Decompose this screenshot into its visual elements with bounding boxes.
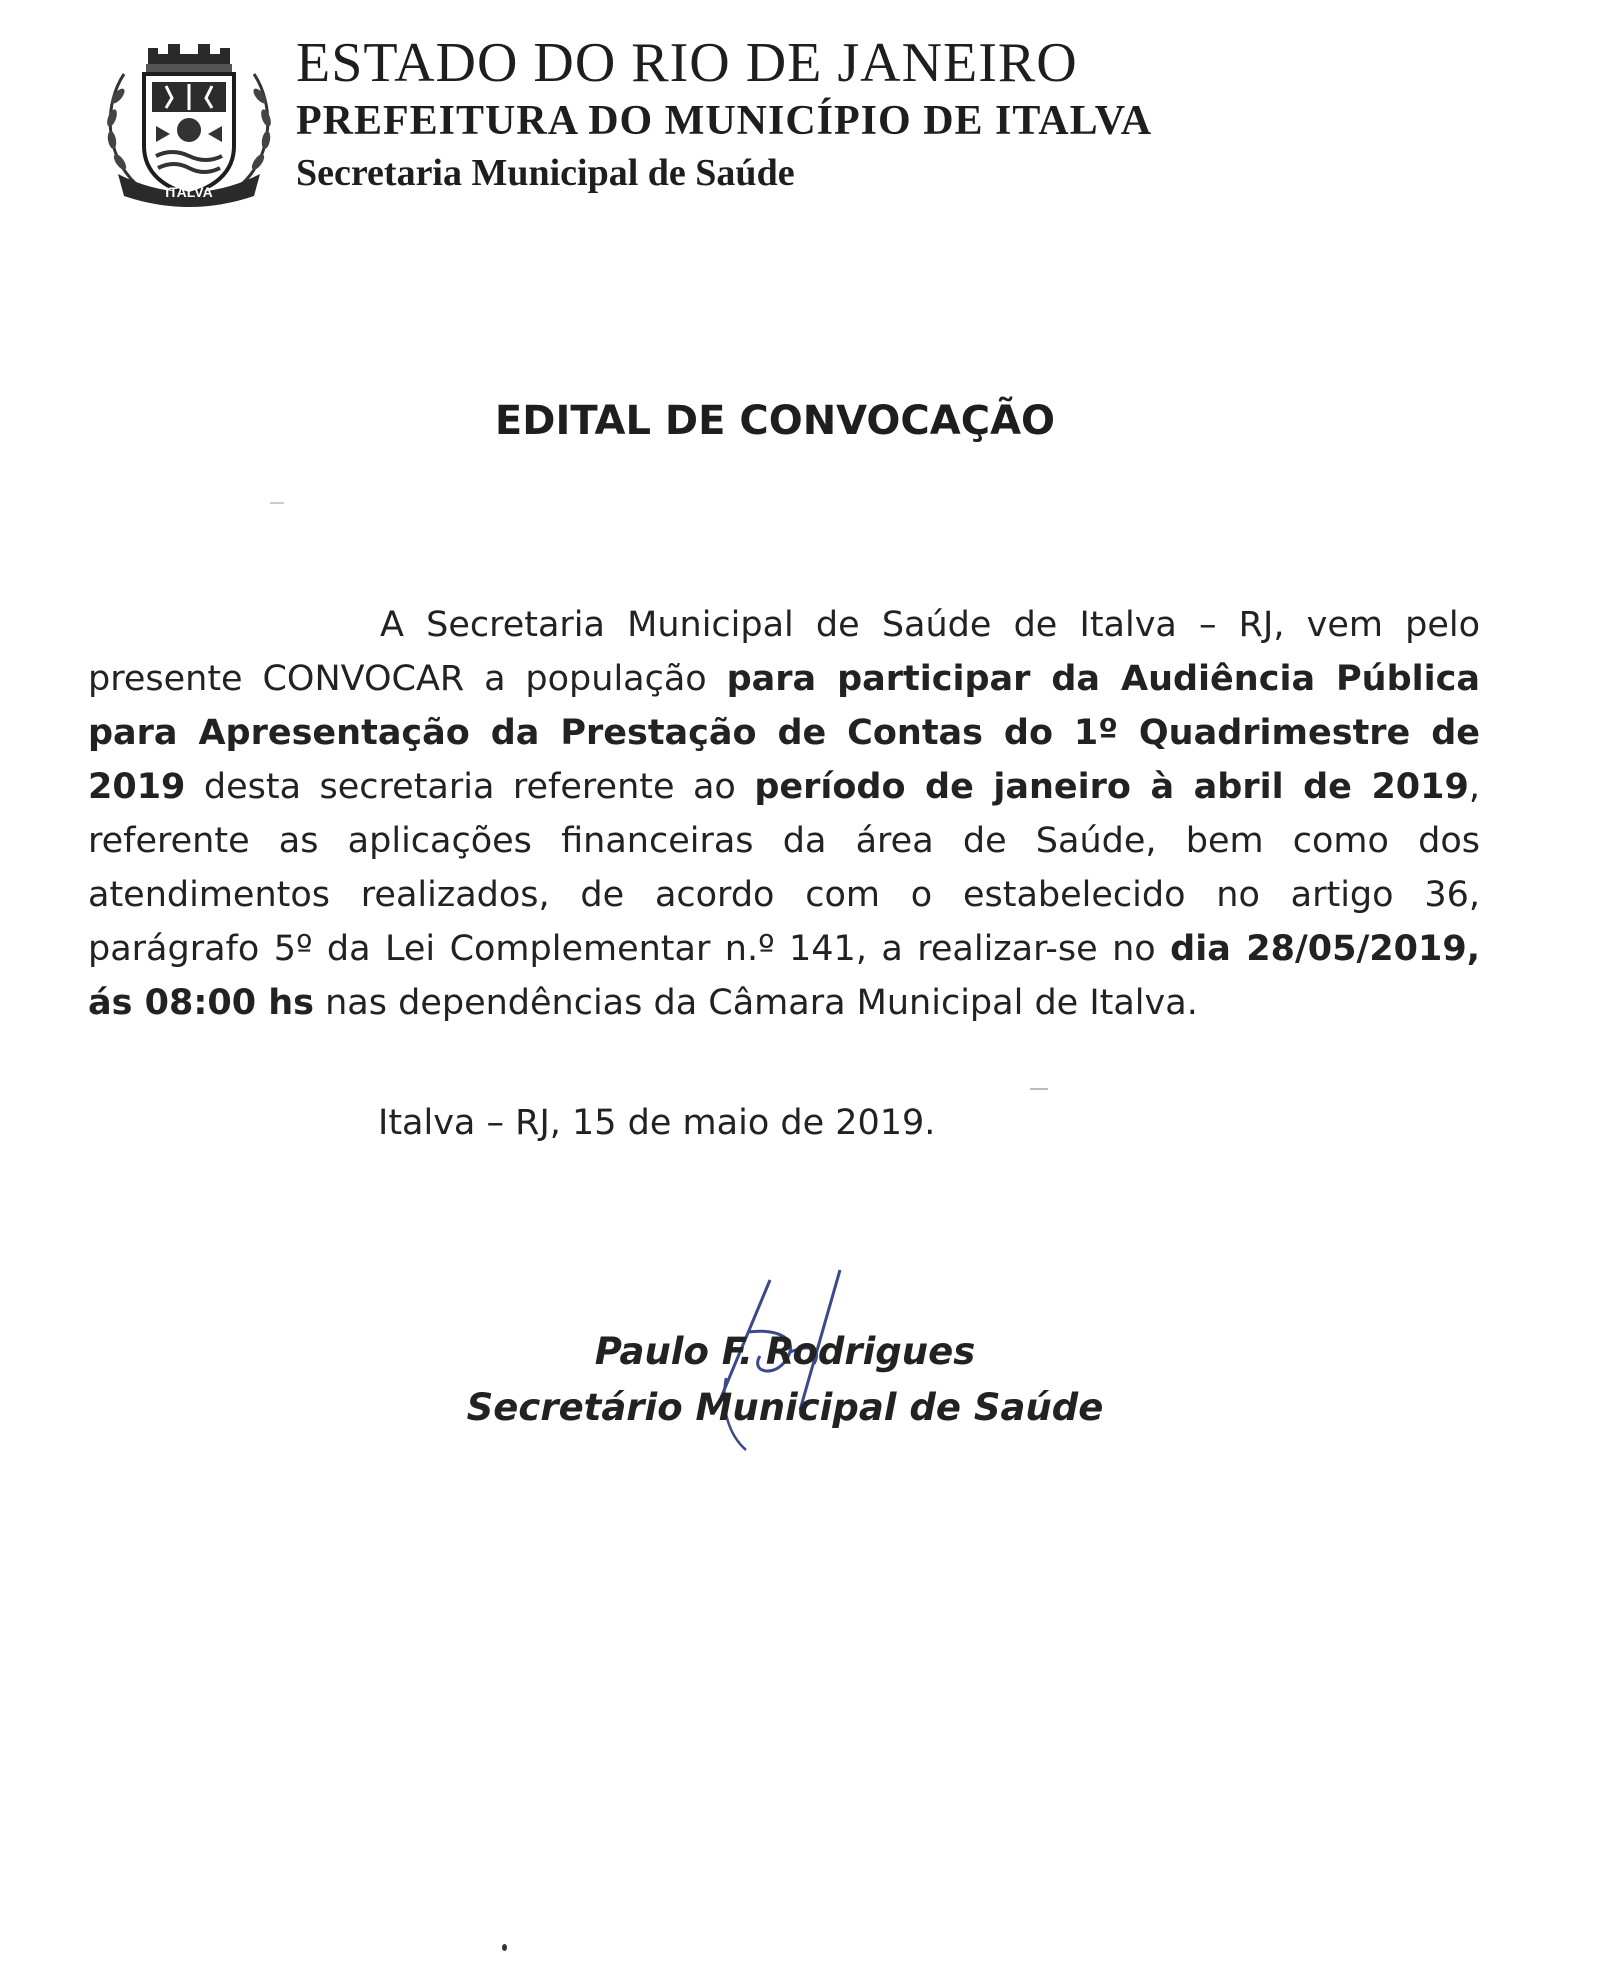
body-text-emphasis: dia 28/05/2019, ás 08:00 hs [88, 929, 1480, 1023]
scan-speck [1030, 1088, 1048, 1090]
body-text-run: , referente as aplicações financeiras da área de Saúde, bem como dos atendimentos realizados, de acordo com o estabelecido no artigo 36, parágrafo 5º da Lei Complementar n.º 141, a realizar-se no [88, 767, 1480, 969]
svg-text:ITALVA: ITALVA [165, 184, 213, 200]
prefeitura-name: PREFEITURA DO MUNICÍPIO DE ITALVA [296, 98, 1153, 144]
body-text-run: desta secretaria referente ao [185, 767, 755, 807]
signature-block [0, 1324, 1570, 1436]
body-paragraph [88, 598, 1480, 1030]
signatory-name: Paulo F. Rodrigues [594, 1330, 976, 1373]
municipal-crest-icon [96, 34, 282, 210]
place-date: Italva – RJ, 15 de maio de 2019. [378, 1103, 936, 1143]
page-title: EDITAL DE CONVOCAÇÃO [494, 398, 1056, 444]
state-name: ESTADO DO RIO DE JANEIRO [296, 32, 1078, 94]
body-text-run: A Secretaria Municipal de Saúde de Italva – RJ, vem pelo presente CONVOCAR a população [88, 605, 1480, 699]
body-text-emphasis: período de janeiro à abril de 2019 [754, 767, 1469, 807]
signatory-title: Secretário Municipal de Saúde [466, 1386, 1104, 1429]
scan-speck [502, 1944, 507, 1951]
scan-speck [270, 502, 284, 504]
body-text-emphasis: para participar da Audiência Pública para Apresentação da Prestação de Contas do 1º Quadrimestre de 2019 [88, 659, 1480, 807]
secretaria-name: Secretaria Municipal de Saúde [296, 152, 795, 194]
body-text-run: nas dependências da Câmara Municipal de Italva. [313, 983, 1198, 1023]
letterhead [296, 32, 1296, 196]
